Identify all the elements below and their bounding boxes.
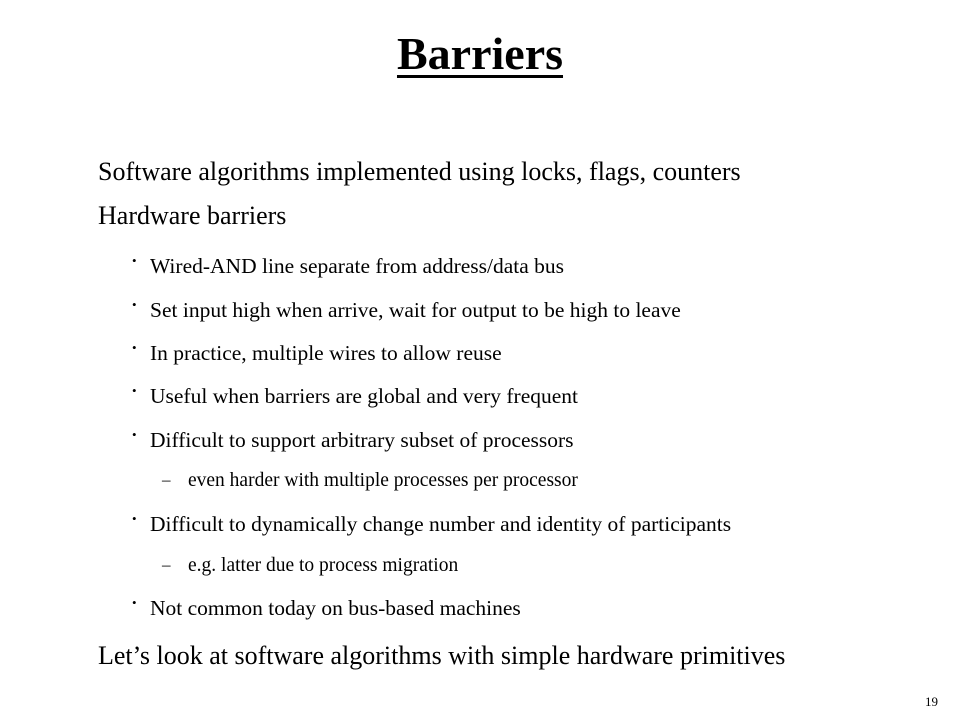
bullet-level1 xyxy=(98,641,785,671)
bullet-dot-icon: • xyxy=(132,253,137,268)
bullet-text: Let’s look at software algorithms with simple hardware primitives xyxy=(98,641,786,670)
bullet-level2 xyxy=(132,253,565,279)
bullet-level2 xyxy=(132,511,732,537)
bullet-level2 xyxy=(132,297,681,323)
bullet-text: Hardware barriers xyxy=(98,201,287,230)
bullet-level1 xyxy=(98,157,741,187)
bullet-dot-icon: • xyxy=(132,383,137,398)
bullet-text: Wired-AND line separate from address/data bus xyxy=(150,254,565,278)
bullet-dot-icon: • xyxy=(132,297,137,312)
bullet-text: Difficult to dynamically change number and identity of participants xyxy=(150,512,732,536)
bullet-text: even harder with multiple processes per processor xyxy=(188,470,578,491)
bullet-level2 xyxy=(132,383,579,409)
bullet-level3 xyxy=(162,470,578,492)
bullet-dot-icon: • xyxy=(132,427,137,442)
bullet-dot-icon: • xyxy=(132,595,137,610)
dash-icon: – xyxy=(162,555,171,574)
bullet-text: Software algorithms implemented using locks, flags, counters xyxy=(98,157,741,186)
bullet-text: e.g. latter due to process migration xyxy=(188,555,459,576)
bullet-text: Not common today on bus-based machines xyxy=(150,596,521,620)
bullet-dot-icon: • xyxy=(132,511,137,526)
bullet-level2 xyxy=(132,595,521,621)
slide-title: Barriers xyxy=(396,28,564,79)
bullet-text: Set input high when arrive, wait for output to be high to leave xyxy=(150,298,681,322)
bullet-dot-icon: • xyxy=(132,340,137,355)
bullet-level2 xyxy=(132,340,502,366)
bullet-level2 xyxy=(132,427,574,453)
bullet-level1 xyxy=(98,201,286,231)
page-number: 19 xyxy=(925,694,938,709)
bullet-level3 xyxy=(162,555,459,577)
bullet-text: Difficult to support arbitrary subset of processors xyxy=(150,428,574,452)
bullet-text: Useful when barriers are global and very frequent xyxy=(150,384,579,408)
dash-icon: – xyxy=(162,470,171,489)
bullet-text: In practice, multiple wires to allow reuse xyxy=(150,341,502,365)
